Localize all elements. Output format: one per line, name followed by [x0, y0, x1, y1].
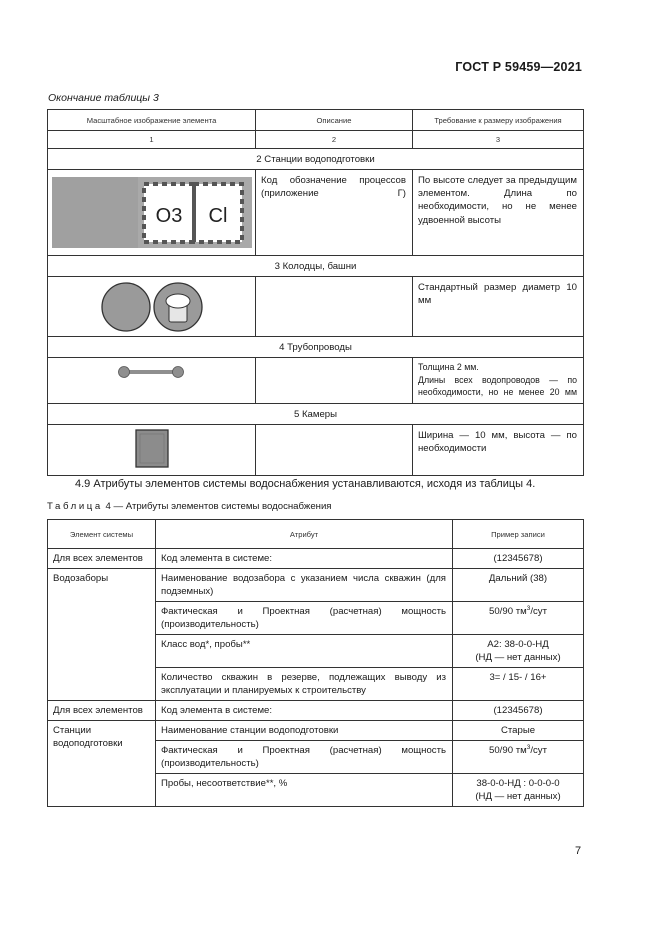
t4-row7-attribute: Наименование станции водоподготовки: [156, 721, 453, 741]
tower-top: [166, 294, 190, 308]
t4-row7-example: Старые: [453, 721, 584, 741]
pipe-node-right: [173, 367, 184, 378]
wells-symbol: [48, 277, 256, 336]
table3-caption: Окончание таблицы 3: [48, 92, 159, 104]
t4-col-element: Элемент системы: [48, 520, 156, 549]
t3-section-chambers: 5 Камеры: [48, 404, 584, 425]
t4-row4-example-line1: А2: 38-0-0-НД: [487, 639, 549, 650]
chambers-description: [256, 425, 413, 476]
t4-row2-example: Дальний (38): [453, 569, 584, 602]
pipe-symbol: [48, 358, 256, 403]
t3-num-1: 1: [48, 131, 256, 149]
wells-image-cell: [48, 277, 256, 337]
t4-row9-example: [453, 774, 584, 807]
t3-num-2: 2: [256, 131, 413, 149]
chamber-rect: [136, 430, 168, 467]
t4-row3-example-sup: 3: [526, 605, 531, 612]
pipes-requirement-line-2: Длины всех водопроводов — по необходимости, но не менее 20 мм: [418, 374, 577, 397]
paragraph-4-9: 4.9 Атрибуты элементов системы водоснабжения устанавливаются, исходя из таблицы 4.: [75, 478, 536, 490]
t4-row3-example-unit: /сут: [530, 606, 547, 617]
t4-row1-element: Для всех элементов: [48, 549, 156, 569]
t4-row6-element: Для всех элементов: [48, 701, 156, 721]
t4-row1-example: (12345678): [453, 549, 584, 569]
t4-row1-attribute: Код элемента в системе:: [156, 549, 453, 569]
station-description: Код обозначение процессов (приложение Г): [256, 170, 413, 256]
pipes-requirement: [413, 358, 584, 404]
table-3: [47, 109, 584, 476]
t4-row9-example-line2: (НД — нет данных): [475, 791, 561, 802]
standard-header: ГОСТ Р 59459—2021: [455, 60, 582, 74]
pipes-requirement-line-1: Толщина 2 мм.: [418, 362, 479, 372]
t4-row5-example: 3= / 15- / 16+: [453, 668, 584, 701]
chamber-symbol: [48, 425, 256, 475]
t4-row3-attribute: Фактическая и Проектная (расчетная) мощность (производительность): [156, 602, 453, 635]
t4-row6-attribute: Код элемента в системе:: [156, 701, 453, 721]
t4-row8-attribute: Фактическая и Проектная (расчетная) мощность (производительность): [156, 741, 453, 774]
t4-row8-example-unit: /сут: [530, 745, 547, 756]
wells-requirement: Стандартный размер диаметр 10 мм: [413, 277, 584, 337]
table4-caption-rest: 4 — Атрибуты элементов системы водоснабжения: [105, 501, 332, 512]
t3-num-3: 3: [413, 131, 584, 149]
page-number: 7: [575, 845, 582, 857]
table4-caption: [47, 501, 332, 512]
t4-row8-example: [453, 741, 584, 774]
table-4: [47, 519, 584, 807]
t4-stations-element: Станции водоподготовки: [48, 721, 156, 807]
table4-caption-word: Таблица: [47, 501, 103, 512]
pipes-image-cell: [48, 358, 256, 404]
t4-row8-example-num: 50/90 тм: [489, 745, 527, 756]
t4-row3-example-num: 50/90 тм: [489, 606, 527, 617]
wells-description: [256, 277, 413, 337]
chambers-requirement: Ширина — 10 мм, высота — по необходимости: [413, 425, 584, 476]
t3-col-image: Масштабное изображение элемента: [48, 110, 256, 131]
station-symbol: [48, 170, 256, 255]
station-requirement: По высоте следует за предыдущим элементом. Длина по необходимости, но не менее удвоенной высоты: [413, 170, 584, 256]
station-image-cell: [48, 170, 256, 256]
t4-row6-example: (12345678): [453, 701, 584, 721]
t3-col-requirement: Требование к размеру изображения: [413, 110, 584, 131]
t4-row5-attribute: Количество скважин в резерве, подлежащих выводу из эксплуатации и планируемых к строительству: [156, 668, 453, 701]
t4-row4-example: [453, 635, 584, 668]
t4-row8-example-sup: 3: [526, 744, 531, 751]
t3-section-wells: 3 Колодцы, башни: [48, 256, 584, 277]
t4-row3-example: [453, 602, 584, 635]
t4-col-attribute: Атрибут: [156, 520, 453, 549]
t3-section-pipes: 4 Трубопроводы: [48, 337, 584, 358]
station-label-o3: O3: [155, 205, 183, 227]
t4-row4-example-line2: (НД — нет данных): [475, 652, 561, 663]
t4-row9-attribute: Пробы, несоответствие**, %: [156, 774, 453, 807]
t4-row4-attribute: Класс вод*, пробы**: [156, 635, 453, 668]
pipe-node-left: [119, 367, 130, 378]
chambers-image-cell: [48, 425, 256, 476]
station-label-cl: Cl: [208, 205, 228, 227]
pipes-description: [256, 358, 413, 404]
t4-row9-example-line1: 38-0-0-НД : 0-0-0-0: [476, 778, 560, 789]
station-band-shade: [52, 177, 138, 248]
t3-col-description: Описание: [256, 110, 413, 131]
well-circle: [102, 283, 150, 331]
t4-col-example: Пример записи: [453, 520, 584, 549]
t3-section-stations: 2 Станции водоподготовки: [48, 149, 584, 170]
t4-row2-attribute: Наименование водозабора с указанием числа скважин (для подземных): [156, 569, 453, 602]
t4-intakes-element: Водозаборы: [48, 569, 156, 701]
